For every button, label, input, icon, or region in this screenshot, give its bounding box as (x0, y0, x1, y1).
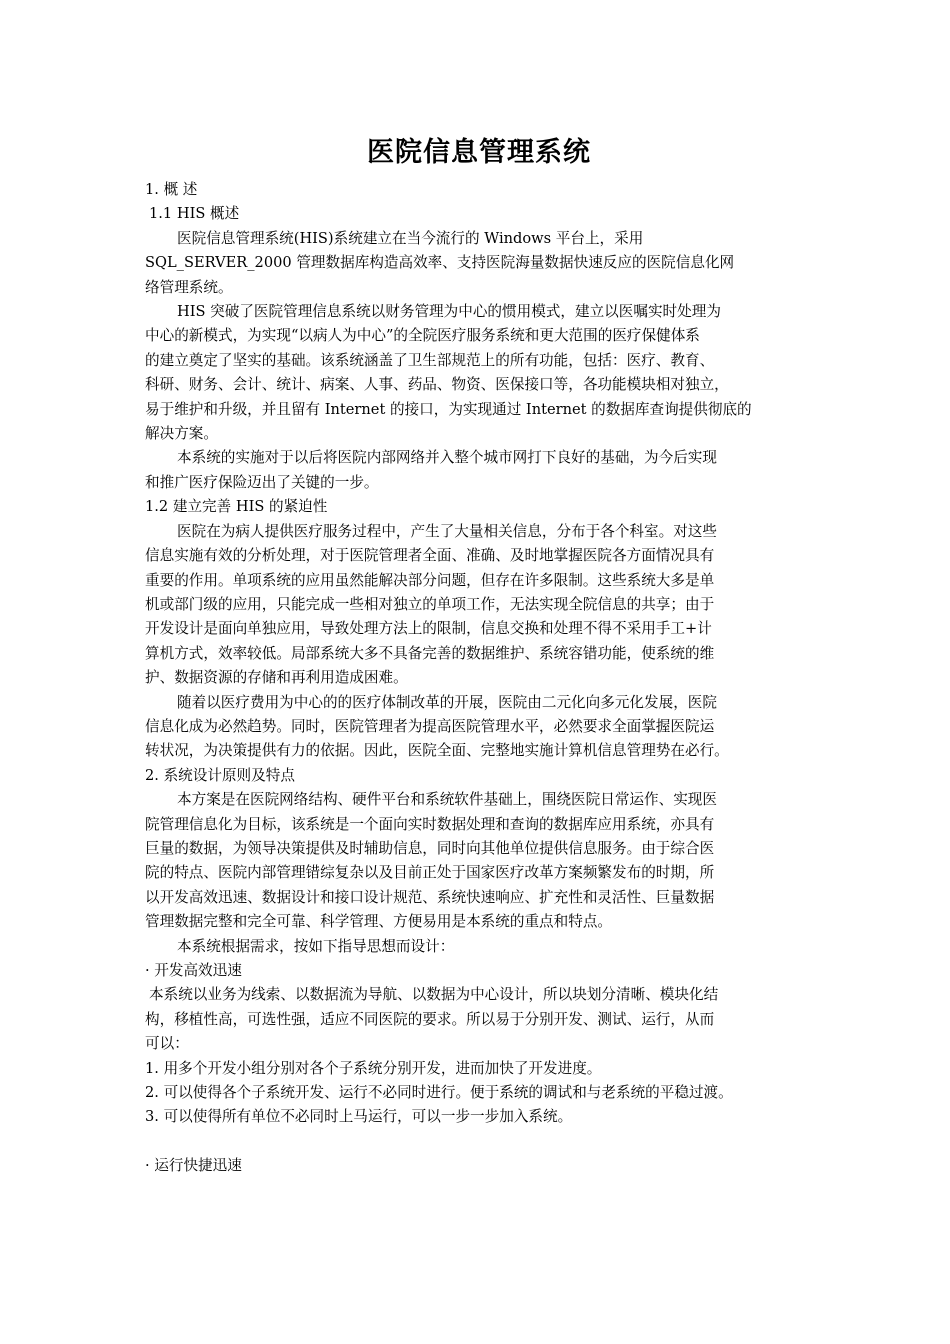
text-line: HIS 突破了医院管理信息系统以财务管理为中心的惯用模式，建立以医嘱实时处理为 (177, 303, 721, 321)
text-line: 易于维护和升级，并且留有 Internet 的接口，为实现通过 Internet 的数据库查询提供彻底的 (145, 400, 752, 418)
text-line: 1.2 建立完善 HIS 的紧迫性 (145, 498, 328, 516)
text-line: 本系统的实施对于以后将医院内部网络并入整个城市网打下良好的基础，为今后实现 (177, 449, 717, 467)
text-line: 2. 可以使得各个子系统开发、运行不必同时进行。便于系统的调试和与老系统的平稳过渡。 (145, 1084, 733, 1102)
text-line: 医院在为病人提供医疗服务过程中，产生了大量相关信息，分布于各个科室。对这些 (177, 522, 717, 540)
text-line: 1. 概 述 (145, 181, 198, 198)
text-line: 护、数据资源的存储和再利用造成困难。 (145, 669, 408, 687)
text-line: 的建立奠定了坚实的基础。该系统涵盖了卫生部规范上的所有功能，包括：医疗、教育、 (145, 351, 715, 369)
text-line: 3. 可以使得所有单位不必同时上马运行，可以一步一步加入系统。 (145, 1108, 573, 1126)
text-line: SQL_SERVER_2000 管理数据库构造高效率、支持医院海量数据快速反应的医院信息化网 (145, 254, 735, 272)
text-line: 1.1 HIS 概述 (149, 205, 240, 223)
text-line: 科研、财务、会计、统计、病案、人事、药品、物资、医保接口等，各功能模块相对独立， (145, 376, 729, 394)
text-line: 本系统以业务为线索、以数据流为导航、以数据为中心设计，所以块划分清晰、模块化结 (149, 986, 719, 1004)
text-line: 重要的作用。单项系统的应用虽然能解决部分问题，但存在许多限制。这些系统大多是单 (145, 571, 715, 589)
text-line: 算机方式，效率较低。局部系统大多不具备完善的数据维护、系统容错功能，使系统的维 (145, 644, 715, 662)
text-line: 以开发高效迅速、数据设计和接口设计规范、系统快速响应、扩充性和灵活性、巨量数据 (145, 888, 715, 906)
text-line: 机或部门级的应用，只能完成一些相对独立的单项工作，无法实现全院信息的共享；由于 (145, 595, 715, 613)
text-line: 1. 用多个开发小组分别对各个子系统分别开发，进而加快了开发进度。 (145, 1059, 602, 1077)
text-line: 管理数据完整和完全可靠、科学管理、方便易用是本系统的重点和特点。 (145, 913, 613, 931)
text-line: 可以： (145, 1035, 189, 1053)
text-line: 院的特点、医院内部管理错综复杂以及目前正处于国家医疗改革方案频繁发布的时期，所 (145, 864, 715, 882)
text-line: 解决方案。 (145, 425, 218, 443)
text-line: 信息实施有效的分析处理，对于医院管理者全面、准确、及时地掌握医院各方面情况具有 (145, 547, 715, 565)
text-line: 本系统根据需求，按如下指导思想而设计： (177, 937, 455, 955)
text-line: 中心的新模式，为实现“以病人为中心”的全院医疗服务系统和更大范围的医疗保健体系 (145, 327, 700, 345)
text-line: 巨量的数据，为领导决策提供及时辅助信息，同时向其他单位提供信息服务。由于综合医 (145, 839, 715, 857)
text-line: 构，移植性高，可选性强，适应不同医院的要求。所以易于分别开发、测试、运行，从而 (145, 1010, 715, 1028)
document-page (145, 134, 813, 1179)
document-title: 医院信息管理系统 (367, 137, 591, 168)
document-body (145, 178, 813, 1179)
blank-line (145, 1130, 813, 1154)
text-line: 2. 系统设计原则及特点 (145, 766, 295, 784)
text-line: 院管理信息化为目标，该系统是一个面向实时数据处理和查询的数据库应用系统，亦具有 (145, 815, 715, 833)
text-line: 和推广医疗保险迈出了关键的一步。 (145, 473, 379, 491)
text-line: 医院信息管理系统(HIS)系统建立在当今流行的 Windows 平台上，采用 (177, 229, 644, 247)
text-line: · 开发高效迅速 (145, 962, 242, 979)
text-line: 信息化成为必然趋势。同时，医院管理者为提高医院管理水平，必然要求全面掌握医院运 (145, 717, 715, 735)
text-line: 开发设计是面向单独应用，导致处理方法上的限制，信息交换和处理不得不采用手工+计 (145, 620, 712, 638)
text-line: 转状况，为决策提供有力的依据。因此，医院全面、完整地实施计算机信息管理势在必行。 (145, 742, 729, 760)
text-line: · 运行快捷迅速 (145, 1157, 242, 1175)
text-line: 本方案是在医院网络结构、硬件平台和系统软件基础上，围绕医院日常运作、实现医 (177, 791, 717, 809)
text-line: 络管理系统。 (145, 278, 233, 296)
text-line: 随着以医疗费用为中心的的医疗体制改革的开展，医院由二元化向多元化发展，医院 (177, 693, 717, 711)
